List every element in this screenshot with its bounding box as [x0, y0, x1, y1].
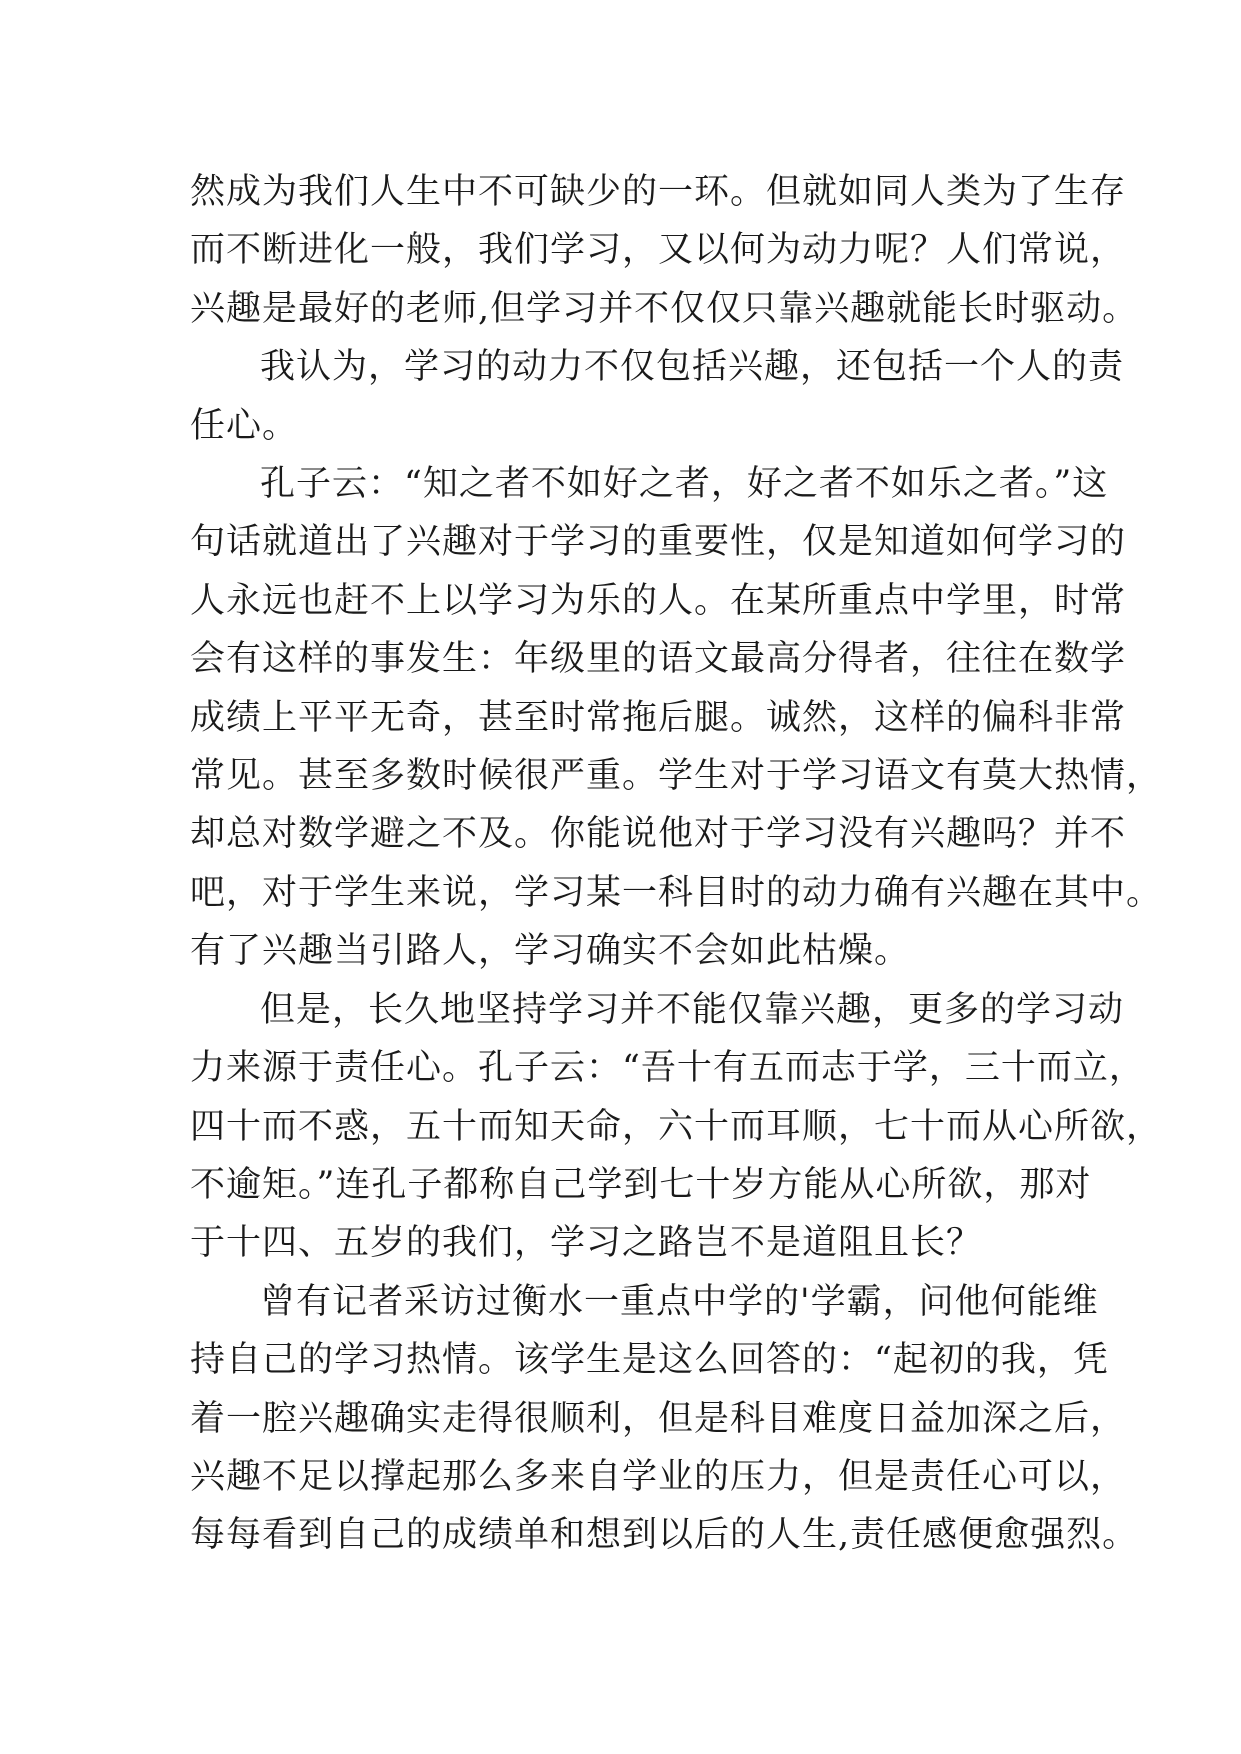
text-line: 句话就道出了兴趣对于学习的重要性，仅是知道如何学习的 — [190, 522, 1127, 563]
text-line: 常见。甚至多数时候很严重。学生对于学习语文有莫大热情， — [190, 756, 1163, 797]
text-line: 成绩上平平无奇，甚至时常拖后腿。诚然，这样的偏科非常 — [190, 697, 1127, 738]
text-line: 而不断进化一般，我们学习，又以何为动力呢？人们常说， — [190, 230, 1127, 271]
text-line: 于十四、五岁的我们，学习之路岂不是道阻且长？ — [190, 1223, 983, 1264]
text-line: 会有这样的事发生：年级里的语文最高分得者，往往在数学 — [190, 639, 1127, 680]
text-line: 兴趣不足以撑起那么多来自学业的压力，但是责任心可以， — [190, 1456, 1127, 1497]
text-line: 吧，对于学生来说，学习某一科目时的动力确有兴趣在其中。 — [190, 872, 1163, 913]
text-line: 不逾矩。”连孔子都称自己学到七十岁方能从心所欲，那对 — [190, 1164, 1092, 1205]
text-line: 每每看到自己的成绩单和想到以后的人生,责任感便愈强烈。 — [190, 1515, 1139, 1556]
text-line: 却总对数学避之不及。你能说他对于学习没有兴趣吗？并不 — [190, 814, 1127, 855]
text-line: 孔子云：“知之者不如好之者，好之者不如乐之者。”这 — [260, 464, 1109, 505]
text-line: 力来源于责任心。孔子云：“吾十有五而志于学，三十而立， — [190, 1048, 1145, 1089]
text-line: 然成为我们人生中不可缺少的一环。但就如同人类为了生存 — [190, 172, 1127, 212]
text-line: 持自己的学习热情。该学生是这么回答的：“起初的我，凭 — [190, 1340, 1109, 1381]
text-line: 我认为，学习的动力不仅包括兴趣，还包括一个人的责 — [260, 347, 1125, 388]
text-line: 但是，长久地坚持学习并不能仅靠兴趣，更多的学习动 — [260, 989, 1125, 1030]
text-line: 人永远也赶不上以学习为乐的人。在某所重点中学里，时常 — [190, 580, 1127, 621]
essay-text — [190, 163, 1163, 1565]
text-line: 四十而不惑，五十而知天命，六十而耳顺，七十而从心所欲， — [190, 1106, 1163, 1147]
text-line: 有了兴趣当引路人，学习确实不会如此枯燥。 — [190, 931, 911, 972]
text-line: 着一腔兴趣确实走得很顺利，但是科目难度日益加深之后， — [190, 1398, 1127, 1439]
text-line: 兴趣是最好的老师,但学习并不仅仅只靠兴趣就能长时驱动。 — [190, 288, 1139, 329]
text-line: 任心。 — [190, 405, 299, 446]
text-line: 曾有记者采访过衡水一重点中学的'学霸，问他何能维 — [260, 1281, 1099, 1322]
